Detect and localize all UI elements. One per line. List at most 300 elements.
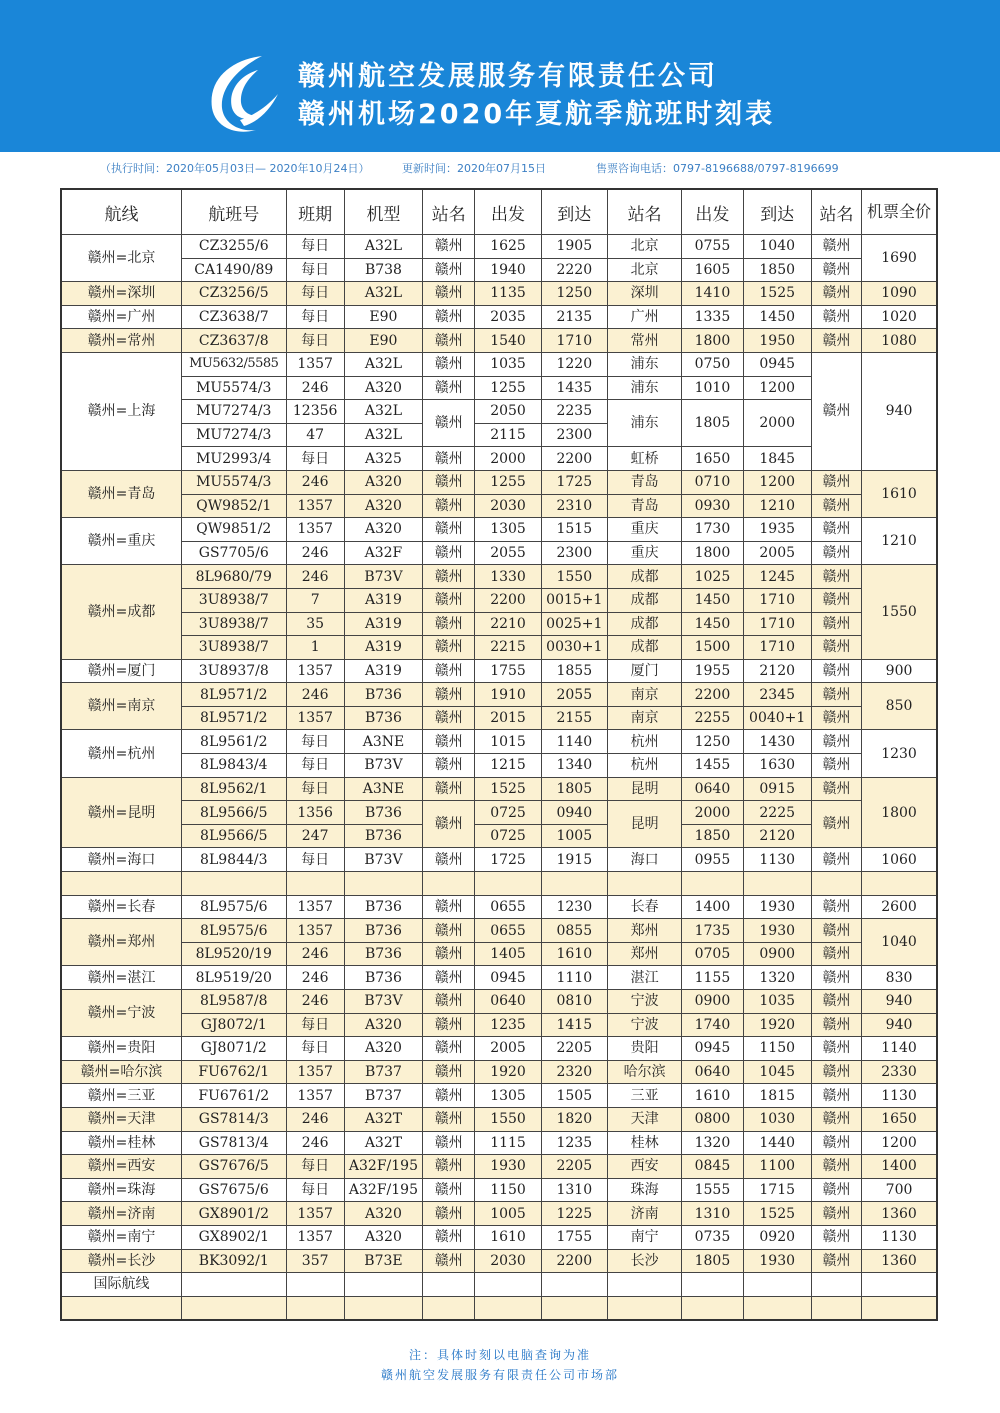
arrive-time: 1415 <box>541 1013 607 1037</box>
return-station: 赣州 <box>811 470 861 494</box>
route-cell: 国际航线 <box>61 1273 182 1297</box>
return-arrive: 1450 <box>743 305 811 329</box>
return-depart: 0930 <box>682 494 743 518</box>
aircraft: A320 <box>344 518 422 542</box>
schedule: 1357 <box>286 706 344 730</box>
remote-station: 浦东 <box>607 376 681 400</box>
flight-number: MU7274/3 <box>182 423 286 447</box>
schedule: 每日 <box>286 329 344 353</box>
route-cell: 赣州=海口 <box>61 848 182 872</box>
depart-time: 1235 <box>475 1013 541 1037</box>
return-arrive: 1150 <box>743 1037 811 1061</box>
price-cell <box>862 1296 937 1320</box>
origin-station: 赣州 <box>423 801 475 848</box>
depart-time: 2030 <box>475 494 541 518</box>
aircraft: A319 <box>344 612 422 636</box>
aircraft: A320 <box>344 1202 422 1226</box>
table-body <box>61 235 937 1321</box>
arrive-time: 1250 <box>541 282 607 306</box>
return-depart: 1805 <box>682 1249 743 1273</box>
flight-number: 8L9575/6 <box>182 895 286 919</box>
schedule: 每日 <box>286 1178 344 1202</box>
return-arrive: 1440 <box>743 1131 811 1155</box>
return-depart: 1730 <box>682 518 743 542</box>
return-station: 赣州 <box>811 636 861 660</box>
origin-station: 赣州 <box>423 730 475 754</box>
return-arrive <box>743 1273 811 1297</box>
depart-time: 1035 <box>475 352 541 376</box>
return-arrive: 1815 <box>743 1084 811 1108</box>
depart-time: 2050 <box>475 400 541 424</box>
remote-station: 重庆 <box>607 541 681 565</box>
price-cell: 1210 <box>862 518 937 565</box>
table-row <box>61 494 937 518</box>
return-station: 赣州 <box>811 730 861 754</box>
price-cell: 2600 <box>862 895 937 919</box>
col-aircraft: 机型 <box>344 189 422 235</box>
flight-number: 8L9844/3 <box>182 848 286 872</box>
depart-time: 1940 <box>475 258 541 282</box>
aircraft: B737 <box>344 1084 422 1108</box>
remote-station: 青岛 <box>607 470 681 494</box>
flight-number: 8L9519/20 <box>182 966 286 990</box>
arrive-time: 1855 <box>541 659 607 683</box>
depart-time: 1255 <box>475 470 541 494</box>
schedule: 每日 <box>286 305 344 329</box>
return-depart: 1410 <box>682 282 743 306</box>
return-station: 赣州 <box>811 919 861 943</box>
price-cell: 940 <box>862 352 937 470</box>
return-depart: 1605 <box>682 258 743 282</box>
remote-station <box>607 1296 681 1320</box>
arrive-time: 1230 <box>541 895 607 919</box>
price-cell: 1130 <box>862 1225 937 1249</box>
schedule: 每日 <box>286 730 344 754</box>
return-station: 赣州 <box>811 612 861 636</box>
table-row <box>61 1296 937 1320</box>
depart-time: 2200 <box>475 588 541 612</box>
depart-time: 1330 <box>475 565 541 589</box>
schedule: 247 <box>286 824 344 848</box>
origin-station: 赣州 <box>423 1060 475 1084</box>
aircraft: A32F <box>344 541 422 565</box>
remote-station: 成都 <box>607 565 681 589</box>
flight-number: 3U8938/7 <box>182 612 286 636</box>
table-row <box>61 966 937 990</box>
company-name: 赣州航空发展服务有限责任公司 <box>298 61 718 92</box>
schedule: 12356 <box>286 400 344 424</box>
depart-time: 0725 <box>475 801 541 825</box>
remote-station: 常州 <box>607 329 681 353</box>
arrive-time: 1220 <box>541 352 607 376</box>
depart-time: 2055 <box>475 541 541 565</box>
aircraft: A319 <box>344 659 422 683</box>
flight-number <box>182 1296 286 1320</box>
table-row <box>61 1178 937 1202</box>
execution-period: （执行时间：2020年05月03日— 2020年10月24日） <box>100 162 370 175</box>
arrive-time: 0015+1 <box>541 588 607 612</box>
price-cell: 1130 <box>862 1084 937 1108</box>
aircraft: B736 <box>344 895 422 919</box>
return-depart: 1320 <box>682 1131 743 1155</box>
schedule: 246 <box>286 541 344 565</box>
return-station: 赣州 <box>811 990 861 1014</box>
flight-number <box>182 872 286 896</box>
origin-station: 赣州 <box>423 1249 475 1273</box>
flight-number: 8L9843/4 <box>182 754 286 778</box>
table-row <box>61 895 937 919</box>
table-row <box>61 447 937 471</box>
origin-station: 赣州 <box>423 1013 475 1037</box>
table-row <box>61 801 937 825</box>
arrive-time: 1710 <box>541 329 607 353</box>
arrive-time: 2300 <box>541 541 607 565</box>
return-arrive: 1200 <box>743 376 811 400</box>
price-cell <box>862 872 937 896</box>
aircraft: A319 <box>344 636 422 660</box>
price-cell: 1140 <box>862 1037 937 1061</box>
origin-station: 赣州 <box>423 706 475 730</box>
remote-station: 成都 <box>607 612 681 636</box>
return-arrive: 1710 <box>743 612 811 636</box>
flight-number: MU2993/4 <box>182 447 286 471</box>
return-station: 赣州 <box>811 801 861 848</box>
schedule: 1356 <box>286 801 344 825</box>
aircraft: A32F/195 <box>344 1178 422 1202</box>
return-depart: 1735 <box>682 919 743 943</box>
return-arrive: 1200 <box>743 470 811 494</box>
table-row <box>61 636 937 660</box>
arrive-time: 2135 <box>541 305 607 329</box>
table-row <box>61 376 937 400</box>
return-station: 赣州 <box>811 966 861 990</box>
remote-station: 浦东 <box>607 352 681 376</box>
airline-logo-icon <box>200 50 280 140</box>
col-schedule: 班期 <box>286 189 344 235</box>
return-station <box>811 1273 861 1297</box>
table-row <box>61 588 937 612</box>
flight-number: 3U8938/7 <box>182 636 286 660</box>
schedule: 1357 <box>286 1202 344 1226</box>
table-row <box>61 824 937 848</box>
return-depart: 1610 <box>682 1084 743 1108</box>
depart-time: 1540 <box>475 329 541 353</box>
return-depart: 2200 <box>682 683 743 707</box>
return-depart: 1650 <box>682 447 743 471</box>
origin-station: 赣州 <box>423 942 475 966</box>
return-station: 赣州 <box>811 494 861 518</box>
return-arrive: 1630 <box>743 754 811 778</box>
aircraft: A32L <box>344 282 422 306</box>
depart-time: 0945 <box>475 966 541 990</box>
origin-station: 赣州 <box>423 329 475 353</box>
schedule: 1357 <box>286 518 344 542</box>
flight-number: 8L9587/8 <box>182 990 286 1014</box>
return-depart: 1555 <box>682 1178 743 1202</box>
return-station: 赣州 <box>811 1225 861 1249</box>
table-row <box>61 1107 937 1131</box>
return-depart: 0755 <box>682 235 743 259</box>
remote-station: 浦东 <box>607 400 681 447</box>
depart-time: 1305 <box>475 518 541 542</box>
remote-station: 深圳 <box>607 282 681 306</box>
route-cell: 赣州=珠海 <box>61 1178 182 1202</box>
table-row <box>61 1084 937 1108</box>
return-station: 赣州 <box>811 565 861 589</box>
schedule: 246 <box>286 966 344 990</box>
origin-station: 赣州 <box>423 518 475 542</box>
aircraft: A32T <box>344 1131 422 1155</box>
route-cell: 赣州=深圳 <box>61 282 182 306</box>
depart-time <box>475 1273 541 1297</box>
depart-time: 2000 <box>475 447 541 471</box>
flight-number: FU6761/2 <box>182 1084 286 1108</box>
col-route: 航线 <box>61 189 182 235</box>
price-cell: 1040 <box>862 919 937 966</box>
arrive-time: 1820 <box>541 1107 607 1131</box>
route-cell: 赣州=西安 <box>61 1155 182 1179</box>
return-arrive: 0040+1 <box>743 706 811 730</box>
table-row <box>61 565 937 589</box>
page-title: 赣州机场2020年夏航季航班时刻表 <box>298 99 776 130</box>
remote-station: 西安 <box>607 1155 681 1179</box>
flight-number: 8L9566/5 <box>182 801 286 825</box>
remote-station: 成都 <box>607 588 681 612</box>
return-arrive: 1710 <box>743 636 811 660</box>
return-depart <box>682 872 743 896</box>
arrive-time: 0810 <box>541 990 607 1014</box>
remote-station: 南京 <box>607 706 681 730</box>
price-cell <box>862 1273 937 1297</box>
price-cell: 700 <box>862 1178 937 1202</box>
flight-number: GJ8072/1 <box>182 1013 286 1037</box>
flight-number: 8L9680/79 <box>182 565 286 589</box>
return-depart: 0735 <box>682 1225 743 1249</box>
aircraft: A32L <box>344 235 422 259</box>
remote-station <box>607 872 681 896</box>
depart-time: 1755 <box>475 659 541 683</box>
return-arrive: 1850 <box>743 258 811 282</box>
return-arrive: 2225 <box>743 801 811 825</box>
return-depart: 1800 <box>682 329 743 353</box>
origin-station: 赣州 <box>423 1037 475 1061</box>
return-station: 赣州 <box>811 1013 861 1037</box>
origin-station: 赣州 <box>423 636 475 660</box>
return-station: 赣州 <box>811 777 861 801</box>
depart-time: 1550 <box>475 1107 541 1131</box>
route-cell: 赣州=郑州 <box>61 919 182 966</box>
route-cell: 赣州=哈尔滨 <box>61 1060 182 1084</box>
header-banner <box>0 0 1000 152</box>
return-arrive: 0900 <box>743 942 811 966</box>
table-row <box>61 1037 937 1061</box>
arrive-time: 2235 <box>541 400 607 424</box>
depart-time: 0655 <box>475 895 541 919</box>
depart-time <box>475 1296 541 1320</box>
return-station: 赣州 <box>811 258 861 282</box>
table-row <box>61 329 937 353</box>
arrive-time <box>541 1296 607 1320</box>
arrive-time: 1235 <box>541 1131 607 1155</box>
origin-station: 赣州 <box>423 1155 475 1179</box>
return-depart: 0640 <box>682 777 743 801</box>
aircraft: B736 <box>344 801 422 825</box>
depart-time: 2215 <box>475 636 541 660</box>
table-row <box>61 1155 937 1179</box>
return-depart: 1310 <box>682 1202 743 1226</box>
return-depart: 0955 <box>682 848 743 872</box>
schedule <box>286 1273 344 1297</box>
return-station: 赣州 <box>811 1202 861 1226</box>
arrive-time: 2200 <box>541 1249 607 1273</box>
return-arrive: 1525 <box>743 1202 811 1226</box>
arrive-time <box>541 1273 607 1297</box>
col-depart: 出发 <box>682 189 743 235</box>
return-depart: 0710 <box>682 470 743 494</box>
return-depart <box>682 1296 743 1320</box>
schedule: 每日 <box>286 235 344 259</box>
return-station: 赣州 <box>811 329 861 353</box>
depart-time: 1015 <box>475 730 541 754</box>
return-arrive: 1045 <box>743 1060 811 1084</box>
aircraft: A32F/195 <box>344 1155 422 1179</box>
return-station: 赣州 <box>811 848 861 872</box>
aircraft: A320 <box>344 1013 422 1037</box>
remote-station: 长春 <box>607 895 681 919</box>
arrive-time: 2220 <box>541 258 607 282</box>
depart-time: 2115 <box>475 423 541 447</box>
depart-time: 1115 <box>475 1131 541 1155</box>
footer-note: 注：具体时刻以电脑查询为准 <box>408 1348 591 1362</box>
schedule: 7 <box>286 588 344 612</box>
return-depart: 0640 <box>682 1060 743 1084</box>
return-depart: 0900 <box>682 990 743 1014</box>
return-depart: 1450 <box>682 612 743 636</box>
col-arrive: 到达 <box>743 189 811 235</box>
origin-station: 赣州 <box>423 990 475 1014</box>
return-depart: 2255 <box>682 706 743 730</box>
schedule: 每日 <box>286 282 344 306</box>
remote-station: 宁波 <box>607 1013 681 1037</box>
origin-station: 赣州 <box>423 376 475 400</box>
return-station: 赣州 <box>811 541 861 565</box>
origin-station: 赣州 <box>423 612 475 636</box>
arrive-time: 1915 <box>541 848 607 872</box>
price-cell: 830 <box>862 966 937 990</box>
route-cell: 赣州=宁波 <box>61 990 182 1037</box>
arrive-time: 1805 <box>541 777 607 801</box>
origin-station: 赣州 <box>423 1107 475 1131</box>
return-depart: 1740 <box>682 1013 743 1037</box>
arrive-time: 1905 <box>541 235 607 259</box>
schedule: 每日 <box>286 777 344 801</box>
aircraft: B736 <box>344 919 422 943</box>
schedule: 246 <box>286 470 344 494</box>
schedule: 1 <box>286 636 344 660</box>
arrive-time: 1435 <box>541 376 607 400</box>
arrive-time: 2205 <box>541 1037 607 1061</box>
remote-station: 长沙 <box>607 1249 681 1273</box>
origin-station: 赣州 <box>423 683 475 707</box>
return-arrive: 1920 <box>743 1013 811 1037</box>
return-station: 赣州 <box>811 1155 861 1179</box>
schedule: 每日 <box>286 1155 344 1179</box>
origin-station: 赣州 <box>423 400 475 447</box>
route-cell: 赣州=湛江 <box>61 966 182 990</box>
return-station <box>811 1296 861 1320</box>
price-cell: 1200 <box>862 1131 937 1155</box>
col-arrive: 到达 <box>541 189 607 235</box>
schedule: 246 <box>286 376 344 400</box>
return-arrive: 1430 <box>743 730 811 754</box>
remote-station: 珠海 <box>607 1178 681 1202</box>
route-cell: 赣州=长沙 <box>61 1249 182 1273</box>
route-cell: 赣州=常州 <box>61 329 182 353</box>
flight-number: QW9852/1 <box>182 494 286 518</box>
route-cell: 赣州=天津 <box>61 1107 182 1131</box>
remote-station: 虹桥 <box>607 447 681 471</box>
origin-station: 赣州 <box>423 282 475 306</box>
schedule: 每日 <box>286 447 344 471</box>
return-arrive: 1525 <box>743 282 811 306</box>
table-row <box>61 1249 937 1273</box>
arrive-time: 1225 <box>541 1202 607 1226</box>
flight-number: MU7274/3 <box>182 400 286 424</box>
return-arrive: 2005 <box>743 541 811 565</box>
remote-station: 海口 <box>607 848 681 872</box>
return-depart: 0800 <box>682 1107 743 1131</box>
flight-number: 8L9571/2 <box>182 706 286 730</box>
route-cell: 赣州=青岛 <box>61 470 182 517</box>
return-station: 赣州 <box>811 235 861 259</box>
flight-number: 3U8937/8 <box>182 659 286 683</box>
col-depart: 出发 <box>475 189 541 235</box>
table-row <box>61 1273 937 1297</box>
return-depart: 1400 <box>682 895 743 919</box>
return-depart: 0750 <box>682 352 743 376</box>
origin-station: 赣州 <box>423 1131 475 1155</box>
price-cell: 1090 <box>862 282 937 306</box>
depart-time: 1215 <box>475 754 541 778</box>
arrive-time: 2205 <box>541 1155 607 1179</box>
flight-number: 8L9561/2 <box>182 730 286 754</box>
return-arrive: 1935 <box>743 518 811 542</box>
return-arrive: 1950 <box>743 329 811 353</box>
depart-time: 0640 <box>475 990 541 1014</box>
aircraft <box>344 1296 422 1320</box>
return-arrive: 0920 <box>743 1225 811 1249</box>
aircraft: B736 <box>344 966 422 990</box>
return-arrive: 2120 <box>743 659 811 683</box>
arrive-time: 2310 <box>541 494 607 518</box>
flight-number: CZ3637/8 <box>182 329 286 353</box>
return-arrive: 1035 <box>743 990 811 1014</box>
price-cell: 1550 <box>862 565 937 659</box>
origin-station: 赣州 <box>423 777 475 801</box>
schedule <box>286 1296 344 1320</box>
route-cell: 赣州=北京 <box>61 235 182 282</box>
table-row <box>61 258 937 282</box>
flight-number: GX8901/2 <box>182 1202 286 1226</box>
aircraft: A32L <box>344 352 422 376</box>
return-station: 赣州 <box>811 282 861 306</box>
return-station: 赣州 <box>811 659 861 683</box>
aircraft: E90 <box>344 329 422 353</box>
origin-station: 赣州 <box>423 1084 475 1108</box>
aircraft: B736 <box>344 706 422 730</box>
return-depart: 1850 <box>682 824 743 848</box>
origin-station: 赣州 <box>423 919 475 943</box>
